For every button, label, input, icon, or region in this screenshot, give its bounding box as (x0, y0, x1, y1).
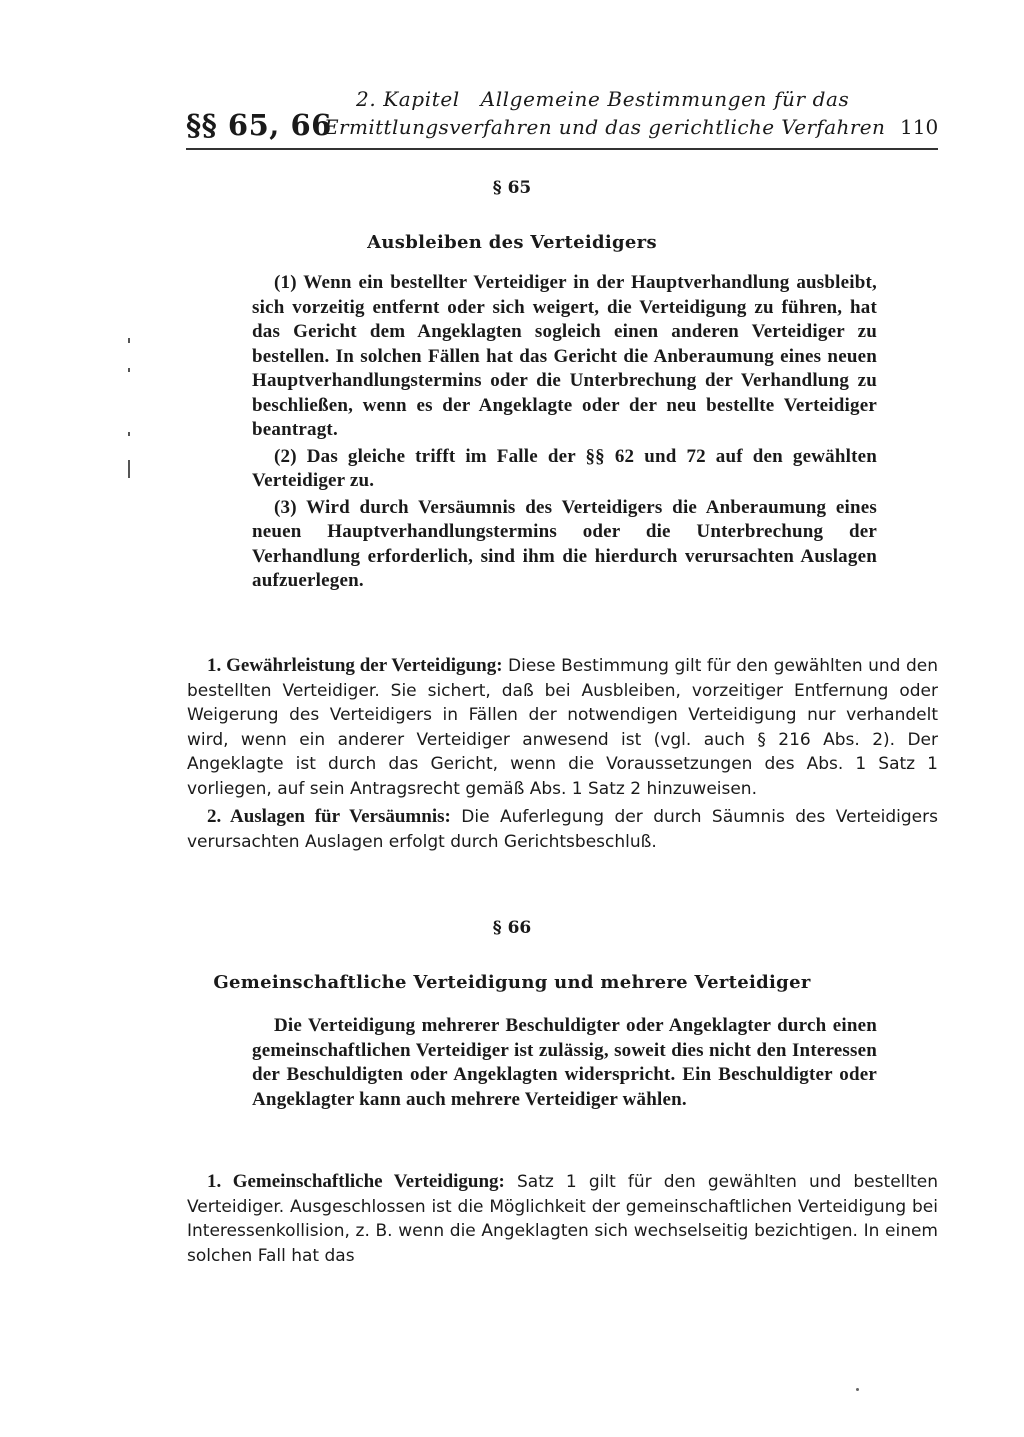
margin-mark (128, 368, 130, 372)
commentary-label: 1. Gewährleistung der Verteidigung: (207, 655, 503, 676)
section-66-number: § 66 (492, 918, 532, 938)
header-section-reference: §§ 65, 66 (186, 108, 332, 142)
law-paragraph-3: (3) Wird durch Versäumnis des Verteidigers die Anberaumung eines neuen Hauptverhandlungstermins oder die Unterbrechung der Verhandlung erforderlich, sind ihm die hierdurch verursachten Auslagen aufzuerlegen. (252, 496, 877, 591)
header-divider (186, 148, 938, 150)
section-65-commentary (187, 654, 938, 858)
commentary-item (187, 1170, 938, 1268)
commentary-text: Satz 1 gilt für den gewählten und bestellten Verteidiger. Ausgeschlossen ist die Möglichkeit der gemeinschaftlichen Verteidigung bei Interessenkollision, z. B. wenn die Angeklagten sich wechselseitig bezichtigen. In einem solchen Fall hat das (187, 1172, 939, 1266)
header-chapter-subtitle: Ermittlungsverfahren und das gerichtliche Verfahren (324, 115, 886, 139)
law-paragraph-2: (2) Das gleiche trifft im Falle der §§ 62 und 72 auf den gewählten Verteidiger zu. (252, 445, 877, 491)
section-65-number: § 65 (492, 178, 532, 198)
commentary-item (187, 654, 938, 801)
section-65-title: Ausbleiben des Verteidigers (367, 232, 657, 253)
margin-mark (128, 338, 130, 343)
law-paragraph: Die Verteidigung mehrerer Beschuldigter oder Angeklagter durch einen gemeinschaftlichen Verteidiger ist zulässig, soweit dies nicht den Interessen der Beschuldigten oder Angeklagten widerspricht. Ein Beschuldigter oder Angeklagter kann auch mehrere Verteidiger wählen. (252, 1015, 877, 1110)
section-66-commentary (187, 1170, 938, 1272)
commentary-label: 2. Auslagen für Versäumnis: (207, 806, 451, 827)
commentary-text: Die Auferlegung der durch Säumnis des Verteidigers verursachten Auslagen erfolgt durch Gerichtsbeschluß. (187, 807, 938, 852)
commentary-text: Diese Bestimmung gilt für den gewählten und den bestellten Verteidiger. Sie sichert, daß bei Ausbleiben, vorzeitiger Entfernung oder Weigerung des Verteidigers in Fällen der notwendigen Verteidigung nur verhandelt wird, wenn ein anderer Verteidiger anwesend ist (vgl. auch § 216 Abs. 2). Der Angeklagte ist durch das Gericht, wenn die Voraussetzungen des Abs. 1 Satz 1 vorliegen, auf sein Antragsrecht gemäß Abs. 1 Satz 2 hinzuweisen. (187, 656, 939, 799)
commentary-label: 1. Gemeinschaftliche Verteidigung: (207, 1171, 505, 1192)
commentary-item (187, 805, 938, 854)
law-paragraph-1: (1) Wenn ein bestellter Verteidiger in der Hauptverhandlung ausbleibt, sich vorzeitig entfernt oder sich weigert, die Verteidigung zu führen, hat das Gericht dem Angeklagten sogleich einen anderen Verteidiger zu bestellen. In solchen Fällen hat das Gericht die Anberaumung eines neuen Hauptverhandlungstermins oder die Unterbrechung der Verhandlung zu beschließen, wenn es der Angeklagte oder der neu bestellte Verteidiger beantragt. (252, 272, 877, 440)
section-66-law-text (252, 1014, 877, 1114)
section-65-law-text (252, 271, 877, 596)
margin-mark (128, 460, 130, 478)
page-number: 110 (900, 115, 939, 139)
margin-mark (128, 432, 130, 436)
scan-speck (856, 1388, 859, 1391)
section-66-title: Gemeinschaftliche Verteidigung und mehrere Verteidiger (213, 972, 811, 993)
header-chapter-title: 2. Kapitel Allgemeine Bestimmungen für das (356, 87, 850, 111)
